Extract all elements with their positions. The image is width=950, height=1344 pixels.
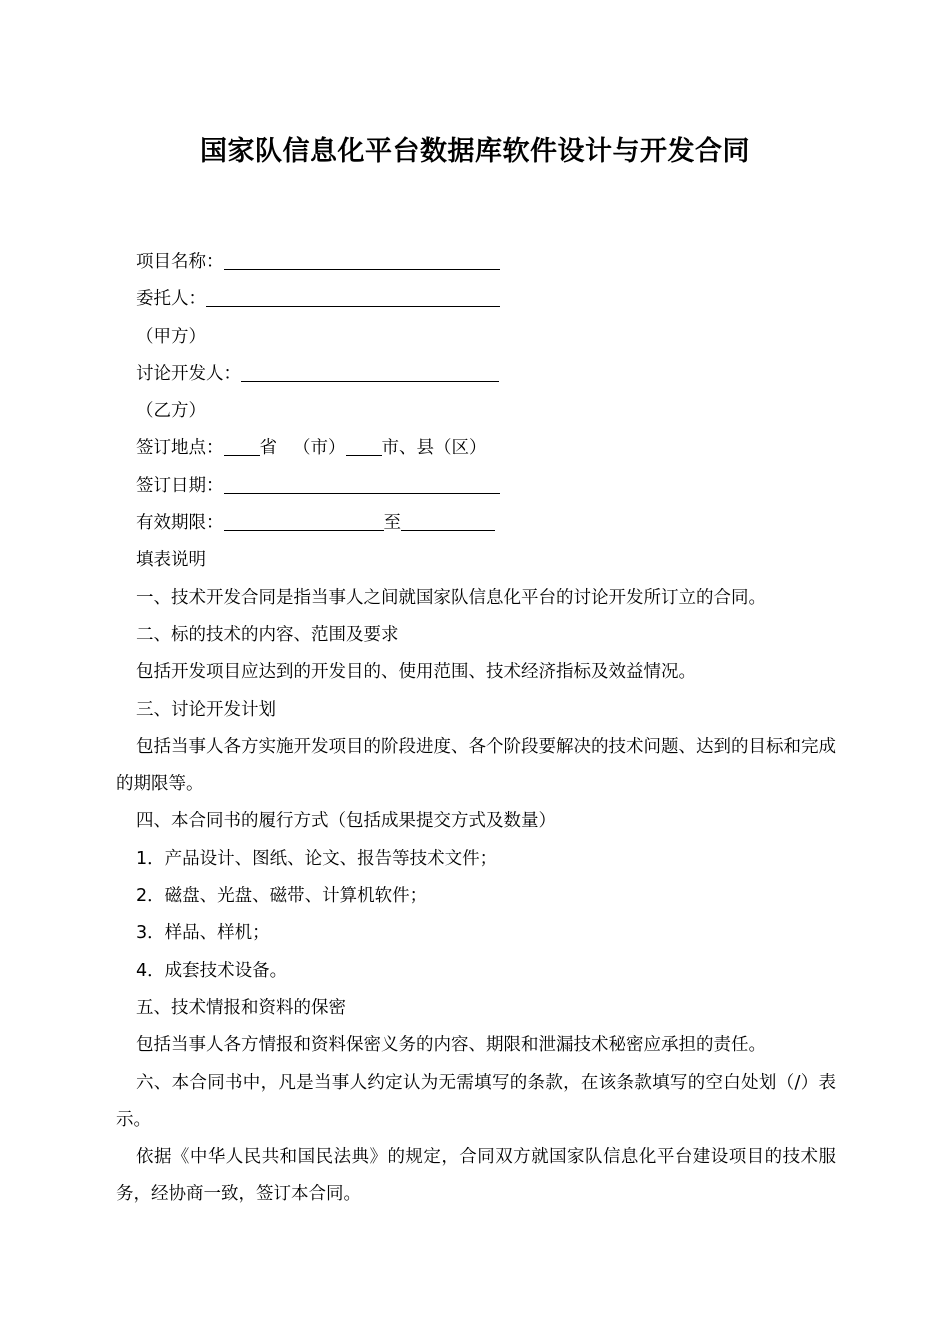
document-title: 国家队信息化平台数据库软件设计与开发合同 — [200, 136, 750, 167]
paragraph: 三、讨论开发计划 — [136, 699, 276, 720]
signing-place-field — [116, 430, 836, 467]
paragraph: 包括开发项目应达到的开发目的、使用范围、技术经济指标及效益情况。 — [136, 662, 696, 683]
validity-to-label: 至 — [383, 513, 401, 534]
party-b-label: （乙方） — [136, 401, 206, 422]
instructions-title: 填表说明 — [136, 550, 206, 571]
signing-place-label: 签订地点： — [136, 438, 224, 459]
city-paren-label: （市） — [293, 438, 346, 459]
paragraph: 五、技术情报和资料的保密 — [136, 997, 346, 1018]
paragraph: 六、本合同书中，凡是当事人约定认为无需填写的条款，在该条款填写的空白处划（/）表示。 — [116, 1072, 836, 1130]
signing-date-label: 签订日期： — [136, 475, 224, 496]
paragraph: 2．磁盘、光盘、磁带、计算机软件； — [136, 886, 428, 907]
signing-date-field — [116, 468, 836, 505]
paragraph: 包括当事人各方实施开发项目的阶段进度、各个阶段要解决的技术问题、达到的目标和完成的期限等。 — [116, 736, 836, 795]
paragraph: 依据《中华人民共和国民法典》的规定，合同双方就国家队信息化平台建设项目的技术服务，经协商一致，签订本合同。 — [116, 1147, 836, 1205]
developer-field — [116, 356, 836, 393]
paragraph: 四、本合同书的履行方式（包括成果提交方式及数量） — [136, 811, 556, 832]
validity-end-blank — [401, 511, 495, 531]
document-body — [116, 244, 836, 1214]
province-label: 省 — [259, 438, 277, 459]
city-blank — [346, 436, 382, 456]
validity-label: 有效期限： — [136, 513, 224, 534]
project-name-field — [116, 244, 836, 281]
client-label: 委托人： — [136, 289, 206, 310]
client-field — [116, 281, 836, 318]
project-name-label: 项目名称： — [136, 252, 224, 272]
paragraph: 1．产品设计、图纸、论文、报告等技术文件； — [136, 848, 498, 869]
party-a-label: （甲方） — [136, 326, 206, 347]
paragraph: 一、技术开发合同是指当事人之间就国家队信息化平台的讨论开发所订立的合同。 — [136, 587, 766, 608]
project-name-blank — [224, 250, 500, 270]
paragraph: 二、标的技术的内容、范围及要求 — [136, 624, 399, 645]
county-label: 市、县（区） — [381, 438, 487, 459]
signing-date-blank — [224, 474, 500, 494]
province-blank — [224, 436, 260, 456]
developer-blank — [241, 362, 499, 382]
paragraph: 3．样品、样机； — [136, 923, 270, 944]
client-blank — [206, 287, 500, 307]
developer-label: 讨论开发人： — [136, 363, 241, 384]
validity-field — [116, 505, 836, 542]
paragraph: 4．成套技术设备。 — [136, 960, 288, 981]
paragraph: 包括当事人各方情报和资料保密义务的内容、期限和泄漏技术秘密应承担的责任。 — [136, 1035, 766, 1056]
validity-start-blank — [224, 511, 384, 531]
